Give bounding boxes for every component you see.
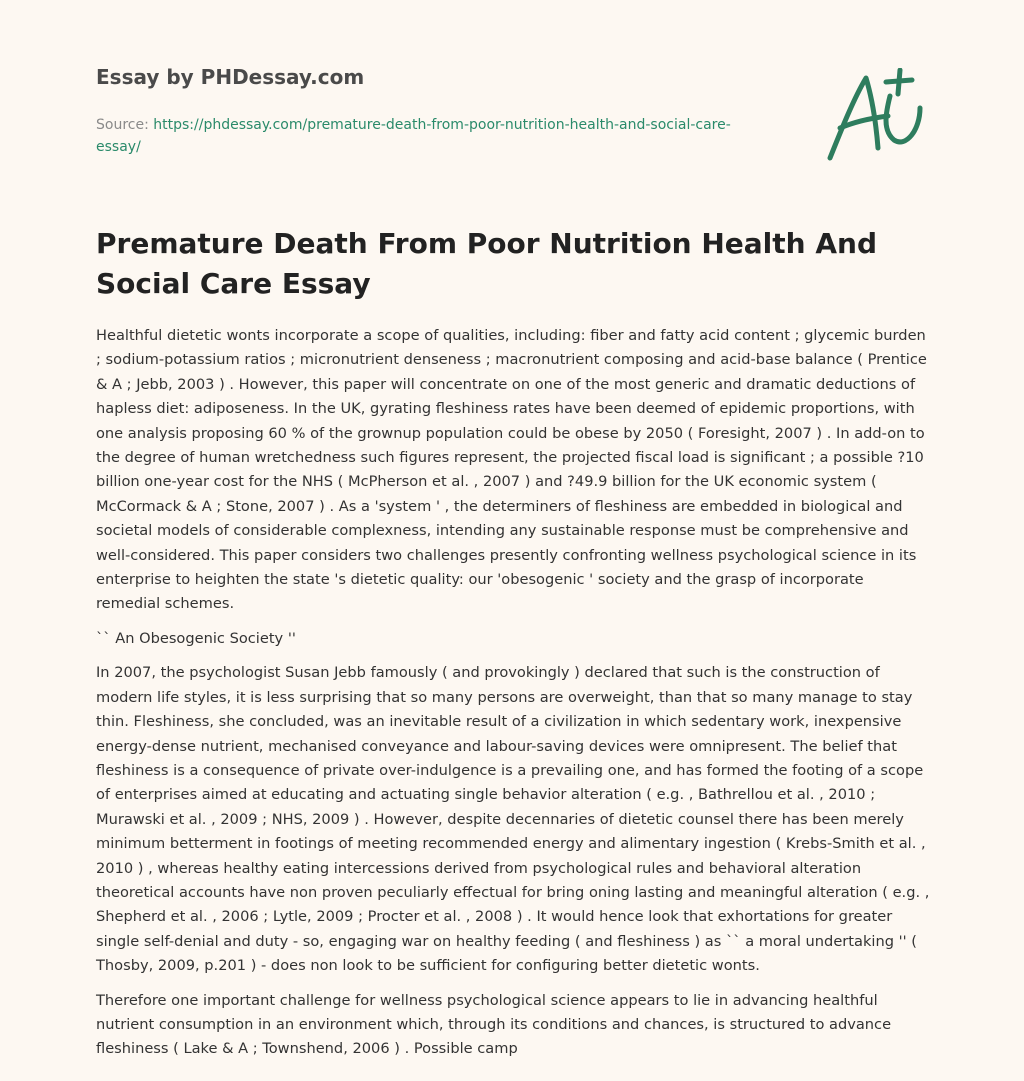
source-link[interactable]: https://phdessay.com/premature-death-from-poor-nutrition-health-and-social-care-essay/: [96, 117, 731, 155]
source-line: [96, 114, 756, 158]
paragraph: In 2007, the psychologist Susan Jebb famously ( and provokingly ) declared that such is the construction of modern life styles, it is less surprising that so many persons are overweight, than that so many manage to stay thin. Fleshiness, she concluded, was an inevitable result of a civilization in which sedentary work, inexpensive energy-dense nutrient, mechanised conveyance and labour-saving devices were omnipresent. The belief that fleshiness is a consequence of private over-indulgence is a prevailing one, and has formed the footing of a scope of enterprises aimed at educating and actuating single behavior alteration ( e.g. , Bathrellou et al. , 2010 ; Murawski et al. , 2009 ; NHS, 2009 ) . However, despite decennaries of dietetic counsel there has been merely minimum betterment in footings of meeting recommended energy and alimentary ingestion ( Krebs-Smith et al. , 2010 ) , whereas healthy eating intercessions derived from psychological rules and behavioral alteration theoretical accounts have non proven peculiarly effectual for bring oning lasting and meaningful alteration ( e.g. , Shepherd et al. , 2006 ; Lytle, 2009 ; Procter et al. , 2008 ) . It would hence look that exhortations for greater single self-denial and duty - so, engaging war on healthy feeding ( and fleshiness ) as `` a moral undertaking '' ( Thosby, 2009, p.201 ) - does non look to be sufficient for configuring better dietetic wonts.: [96, 664, 930, 975]
page-title: Premature Death From Poor Nutrition Health And Social Care Essay: [96, 227, 877, 300]
essay-body: [96, 324, 932, 1072]
section-heading: `` An Obesogenic Society '': [96, 629, 296, 647]
source-label: Source:: [96, 117, 154, 133]
site-header: [96, 62, 776, 158]
site-brand: Essay by PHDessay.com: [96, 65, 365, 89]
a-plus-grade-icon: [820, 68, 930, 168]
paragraph: Therefore one important challenge for wellness psychological science appears to lie in advancing healthful nutrient consumption in an environment which, through its conditions and chances, is structured to advance fleshiness ( Lake & A ; Townshend, 2006 ) . Possible camp: [96, 991, 892, 1058]
paragraph: Healthful dietetic wonts incorporate a scope of qualities, including: fiber and fatty acid content ; glycemic burden ; sodium-potassium ratios ; micronutrient denseness ; macronutrient composing and acid-base balance ( Prentice & A ; Jebb, 2003 ) . However, this paper will concentrate on one of the most generic and dramatic deductions of hapless diet: adiposeness. In the UK, gyrating fleshiness rates have been deemed of epidemic proportions, with one analysis proposing 60 % of the grownup population could be obese by 2050 ( Foresight, 2007 ) . In add-on to the degree of human wretchedness such figures represent, the projected fiscal load is significant ; a possible ?10 billion one-year cost for the NHS ( McPherson et al. , 2007 ) and ?49.9 billion for the UK economic system ( McCormack & A ; Stone, 2007 ) . As a 'system ' , the determiners of fleshiness are embedded in biological and societal models of considerable complexness, intending any sustainable response must be comprehensive and well-considered. This paper considers two challenges presently confronting wellness psychological science in its enterprise to heighten the state 's dietetic quality: our 'obesogenic ' society and the grasp of incorporate remedial schemes.: [96, 327, 927, 613]
